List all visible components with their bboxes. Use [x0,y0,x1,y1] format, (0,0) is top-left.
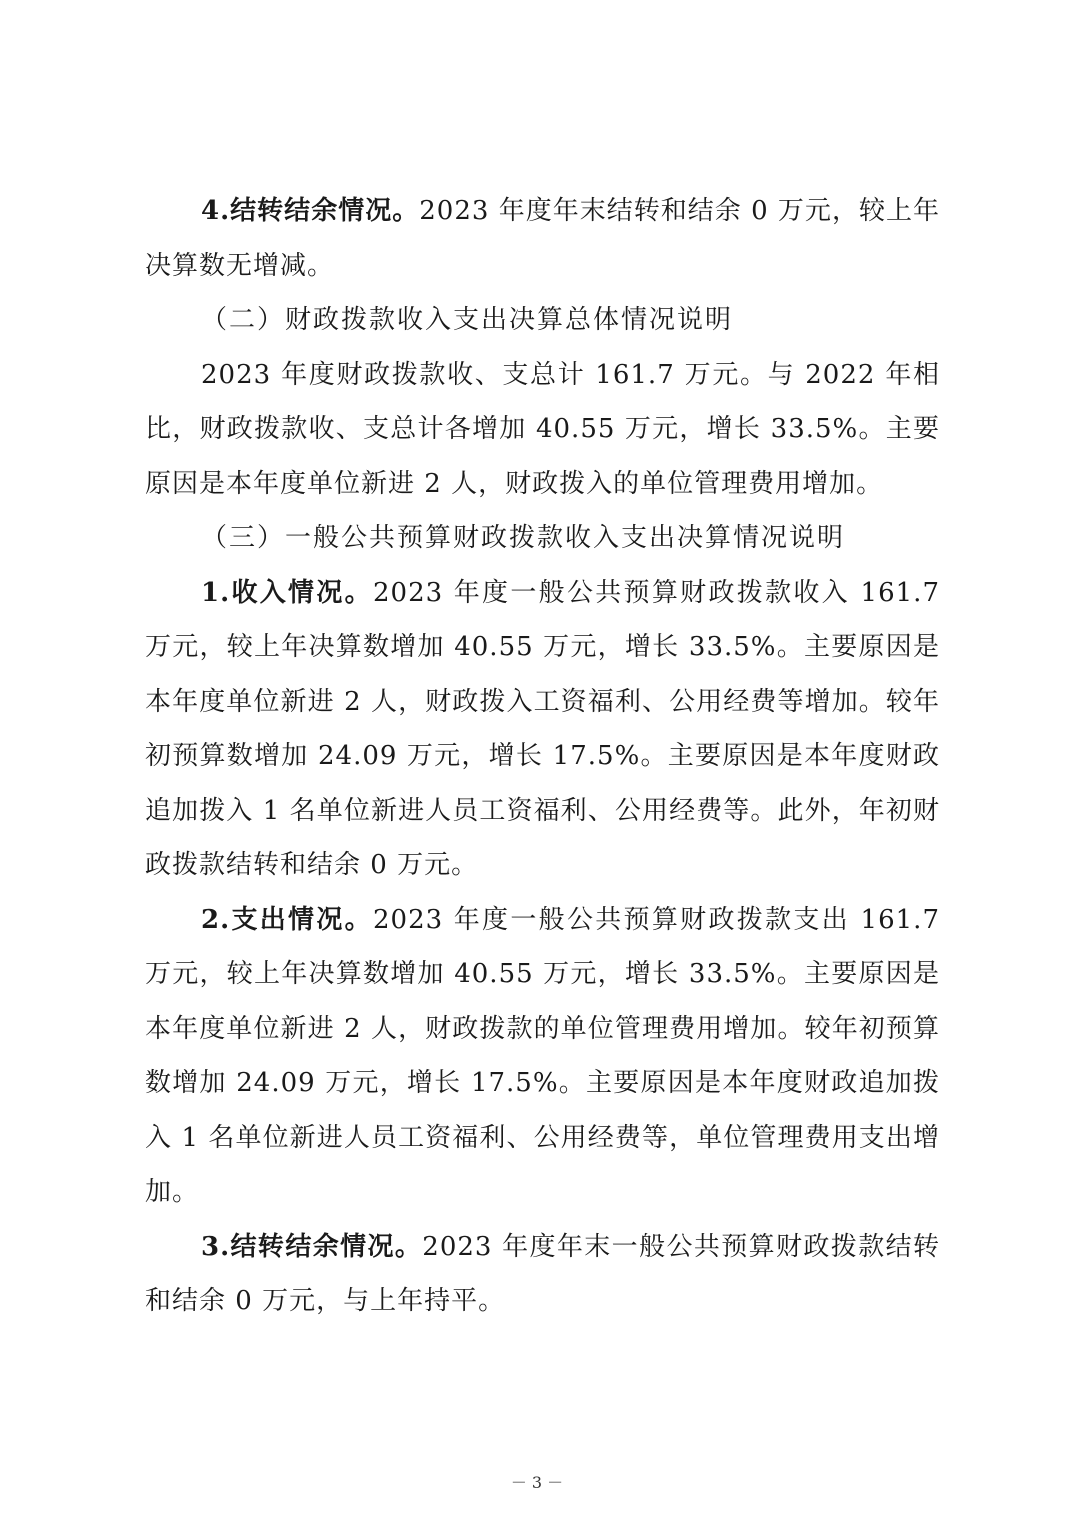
paragraph-lead: 1.收入情况。 [201,577,373,608]
paragraph-text: 2023 年度一般公共预算财政拨款收入 161.7 万元，较上年决算数增加 40.55 万元，增长 33.5%。主要原因是本年度单位新进 2 人，财政拨入工资福利、公用经费等增加。较年初预算数增加 24.09 万元，增长 17.5%。主要原因是本年度财政追加拨入 1 名单位新进人员工资福利、公用经费等。此外，年初财政拨款结转和结余 0 万元。 [145,577,940,880]
paragraph-text: 2023 年度一般公共预算财政拨款支出 161.7 万元，较上年决算数增加 40.55 万元，增长 33.5%。主要原因是本年度单位新进 2 人，财政拨款的单位管理费用增加。较年初预算数增加 24.09 万元，增长 17.5%。主要原因是本年度财政追加拨入 1 名单位新进人员工资福利、公用经费等，单位管理费用支出增加。 [145,904,940,1207]
page-number: － 3 － [510,1473,564,1492]
paragraph-text: 2023 年度财政拨款收、支总计 161.7 万元。与 2022 年相比，财政拨款收、支总计各增加 40.55 万元，增长 33.5%。主要原因是本年度单位新进 2 人，财政拨入的单位管理费用增加。 [145,359,940,499]
paragraph-income [145,566,940,893]
document-body [145,184,940,1329]
section-heading-general-budget [145,511,940,566]
paragraph-lead: 2.支出情况。 [201,904,373,935]
paragraph-lead: 4.结转结余情况。 [201,196,420,226]
paragraph-carryover-summary [145,184,940,293]
section-heading-text: （三）一般公共预算财政拨款收入支出决算情况说明 [201,523,846,553]
paragraph-fiscal-overview [145,348,940,512]
paragraph-expenditure [145,893,940,1220]
paragraph-text: 2023 年度年末结转和结余 0 万元，较上年决算数无增减。 [145,196,940,281]
paragraph-lead: 3.结转结余情况。 [201,1231,423,1262]
section-heading-fiscal-overview [145,293,940,348]
section-heading-text: （二）财政拨款收入支出决算总体情况说明 [201,305,734,335]
paragraph-text: 2023 年度年末一般公共预算财政拨款结转和结余 0 万元，与上年持平。 [145,1231,940,1316]
paragraph-carryover-general-budget [145,1220,940,1329]
